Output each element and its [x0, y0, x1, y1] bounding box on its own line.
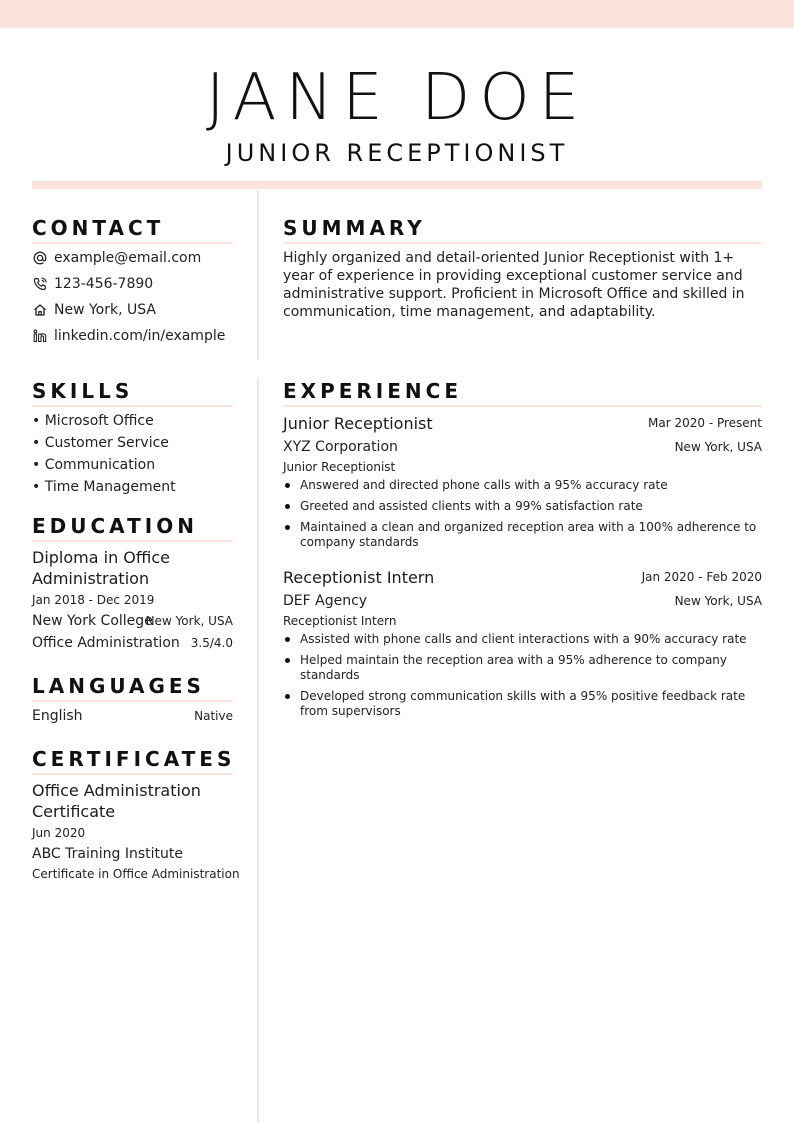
education-field: Office Administration	[32, 635, 180, 651]
contact-email-text: example@email.com	[54, 250, 202, 266]
header-divider	[32, 181, 762, 189]
contact-location	[32, 300, 156, 320]
phone-icon	[32, 277, 47, 292]
contact-location-text: New York, USA	[54, 302, 156, 318]
education-dates: Jan 2018 - Dec 2019	[32, 593, 155, 607]
job-dates: Mar 2020 - Present	[648, 416, 762, 430]
home-icon	[32, 303, 47, 318]
candidate-title: JUNIOR RECEPTIONIST	[225, 139, 569, 167]
contact-email[interactable]	[32, 248, 201, 268]
certificates-heading: CERTIFICATES	[32, 747, 233, 775]
education-heading: EDUCATION	[32, 514, 233, 542]
languages-heading: LANGUAGES	[32, 674, 233, 702]
list-item: Greeted and assisted clients with a 99% satisfaction rate	[283, 499, 762, 514]
job-location: New York, USA	[674, 594, 762, 608]
skills-heading: SKILLS	[32, 379, 233, 407]
education-school: New York College	[32, 613, 153, 629]
at-icon	[32, 251, 47, 266]
skill-item: • Customer Service	[32, 435, 169, 451]
list-item: Assisted with phone calls and client interactions with a 90% accuracy rate	[283, 632, 762, 647]
list-item: Maintained a clean and organized reception area with a 100% adherence to company standards	[283, 520, 762, 550]
contact-linkedin[interactable]	[32, 326, 225, 346]
job-title: Junior Receptionist	[283, 414, 433, 433]
job-dates: Jan 2020 - Feb 2020	[641, 570, 762, 584]
job-title: Receptionist Intern	[283, 568, 435, 587]
education-gpa: 3.5/4.0	[190, 636, 233, 650]
candidate-name: JANE DOE	[205, 61, 589, 135]
job-location: New York, USA	[674, 440, 762, 454]
summary-text: Highly organized and detail-oriented Junior Receptionist with 1+ year of experience in providing exceptional customer service and administrative support. Proficient in Microsoft Office and skilled in communication, time management, and adaptability.	[283, 250, 745, 320]
education-degree: Diploma in Office Administration	[32, 548, 171, 588]
experience-heading: EXPERIENCE	[283, 379, 762, 407]
language-name: English	[32, 708, 83, 724]
list-item: Answered and directed phone calls with a 95% accuracy rate	[283, 478, 762, 493]
skill-item: • Communication	[32, 457, 156, 473]
certificate-description: Certificate in Office Administration	[32, 867, 240, 881]
linkedin-icon	[32, 329, 47, 344]
list-item: Developed strong communication skills with a 95% positive feedback rate from supervisors	[283, 689, 762, 719]
column-divider-bottom	[257, 378, 259, 1123]
list-item: Helped maintain the reception area with a 95% adherence to company standards	[283, 653, 762, 683]
top-accent-band	[0, 0, 794, 28]
certificate-issuer: ABC Training Institute	[32, 846, 183, 862]
contact-heading: CONTACT	[32, 216, 233, 244]
contact-phone-text: 123-456-7890	[54, 276, 154, 292]
skill-item: • Time Management	[32, 479, 176, 495]
job-bullets	[283, 478, 762, 556]
job-role: Receptionist Intern	[283, 614, 397, 628]
contact-phone[interactable]	[32, 274, 153, 294]
contact-linkedin-text: linkedin.com/in/example	[54, 328, 226, 344]
job-company: XYZ Corporation	[283, 439, 398, 455]
certificate-date: Jun 2020	[32, 826, 86, 840]
skill-item: • Microsoft Office	[32, 413, 154, 429]
language-level: Native	[194, 709, 233, 723]
job-bullets	[283, 632, 762, 725]
job-role: Junior Receptionist	[283, 460, 396, 474]
column-divider-top	[257, 190, 259, 360]
summary-heading: SUMMARY	[283, 216, 762, 244]
job-company: DEF Agency	[283, 593, 368, 609]
certificate-name: Office Administration Certificate	[32, 781, 201, 821]
education-location: New York, USA	[145, 614, 233, 628]
